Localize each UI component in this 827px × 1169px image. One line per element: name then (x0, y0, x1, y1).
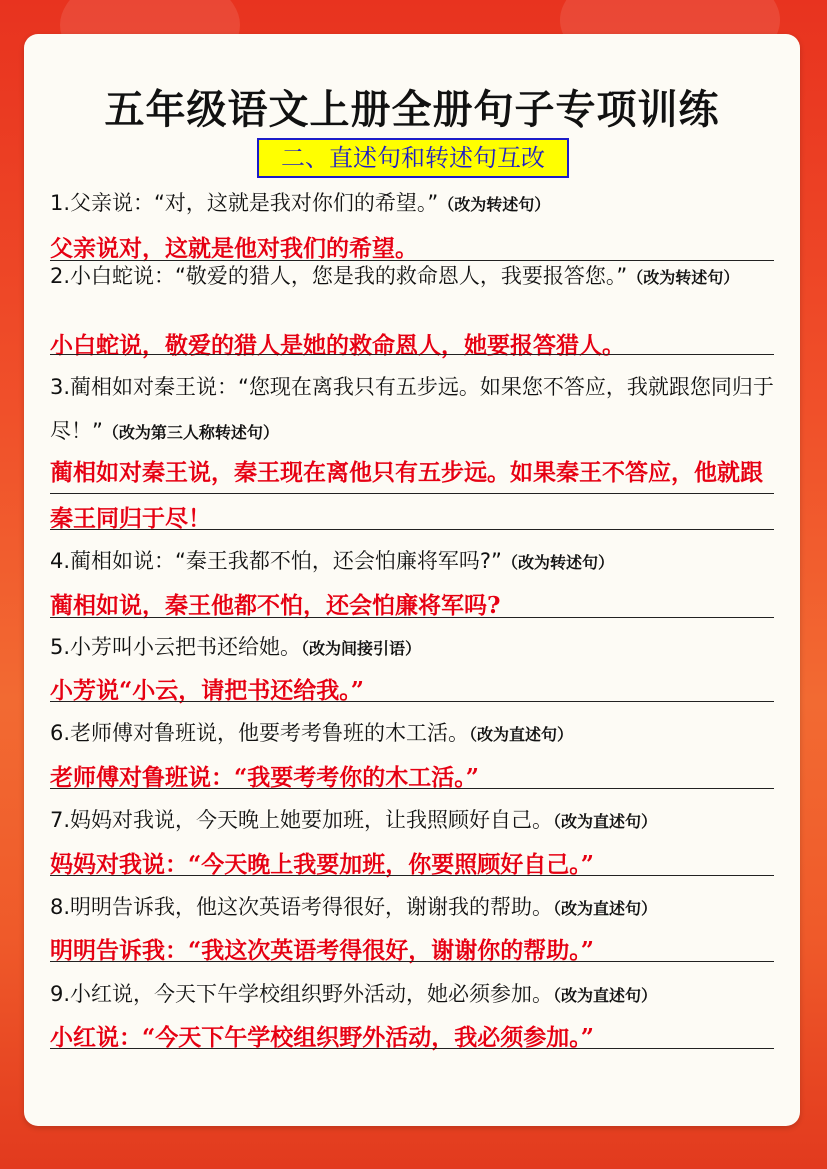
answer-3: 蔺相如对秦王说，秦王现在离他只有五步远。如果秦王不答应，他就跟秦王同归于尽！ (50, 459, 763, 532)
answer-4: 蔺相如说，秦王他都不怕，还会怕廉将军吗? (50, 592, 501, 619)
question-6 (50, 716, 780, 752)
question-9 (50, 977, 780, 1013)
answer-2: 小白蛇说，敬爱的猎人是她的救命恩人，她要报答猎人。 (50, 332, 625, 359)
instruction-note: （改为直述句） (553, 812, 658, 831)
question-text: 4.蔺相如说：“秦王我都不怕，还会怕廉将军吗?” (50, 549, 502, 573)
instruction-note: （改为直述句） (469, 725, 574, 744)
instruction-note: （改为直述句） (553, 986, 658, 1005)
question-1 (50, 186, 780, 222)
section-heading: 二、直述句和转述句互改 (257, 138, 569, 178)
question-text: 6.老师傅对鲁班说，他要考考鲁班的木工活。 (50, 721, 470, 745)
answer-5: 小芳说“小云，请把书还给我。” (50, 677, 364, 704)
answer-line (50, 961, 774, 962)
question-text: 3.蔺相如对秦王说：“您现在离我只有五步远。如果您不答应，我就跟您同归于尽！” (50, 375, 774, 443)
question-5 (50, 630, 780, 666)
answer-7: 妈妈对我说：“今天晚上我要加班，你要照顾好自己。” (50, 851, 594, 878)
answer-line (50, 493, 774, 494)
question-4 (50, 544, 780, 580)
answer-line (50, 354, 774, 355)
question-2 (50, 254, 780, 300)
instruction-note: （改为第三人称转述句） (102, 423, 279, 442)
question-text: 5.小芳叫小云把书还给她。 (50, 635, 302, 659)
answer-line (50, 788, 774, 789)
answer-8: 明明告诉我：“我这次英语考得很好，谢谢你的帮助。” (50, 937, 594, 964)
answer-6: 老师傅对鲁班说：“我要考考你的木工活。” (50, 764, 479, 791)
answer-line (50, 875, 774, 876)
question-3 (50, 365, 780, 455)
question-8 (50, 890, 780, 926)
question-text: 9.小红说，今天下午学校组织野外活动，她必须参加。 (50, 982, 554, 1006)
instruction-note: （改为间接引语） (301, 639, 422, 658)
answer-9: 小红说：“今天下午学校组织野外活动，我必须参加。” (50, 1024, 594, 1051)
question-text: 2.小白蛇说：“敬爱的猎人，您是我的救命恩人，我要报答您。” (50, 264, 628, 288)
instruction-note: （改为转述句） (501, 553, 614, 572)
instruction-note: （改为直述句） (553, 899, 658, 918)
question-text: 8.明明告诉我，他这次英语考得很好，谢谢我的帮助。 (50, 895, 554, 919)
answer-line (50, 617, 774, 618)
instruction-note: （改为转述句） (627, 268, 740, 287)
instruction-note: （改为转述句） (438, 195, 551, 214)
question-7 (50, 803, 780, 839)
answer-1: 父亲说对，这就是他对我们的希望。 (50, 235, 418, 262)
page-title: 五年级语文上册全册句子专项训练 (104, 86, 720, 133)
worksheet-page (24, 34, 800, 1126)
answer-line (50, 529, 774, 530)
answer-line (50, 701, 774, 702)
question-text: 1.父亲说：“对，这就是我对你们的希望。” (50, 191, 439, 215)
question-text: 7.妈妈对我说，今天晚上她要加班，让我照顾好自己。 (50, 808, 554, 832)
answer-line (50, 1048, 774, 1049)
